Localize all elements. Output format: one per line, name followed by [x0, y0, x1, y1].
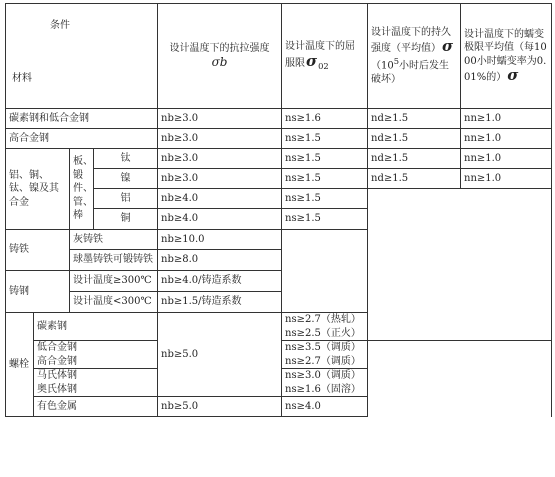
endurance-titanium: nd≥1.5 [368, 149, 461, 169]
label-bolts: 螺栓 [6, 313, 34, 417]
header-creep-text: 设计温度下的蠕变极限平均值（每1000小时蠕变率为0.01%的） [464, 28, 547, 83]
header-yield-text: 设计温度下的屈服限 [285, 41, 355, 69]
tensile-cast-steel-high: nb≥4.0/铸造系数 [158, 271, 282, 292]
label-nonferrous-group: 铝、铜、钛、镍及其合金 [6, 149, 70, 230]
label-bolts-austenitic: 奥氏体钢 [37, 383, 77, 395]
row-titanium [6, 149, 552, 169]
yield-bolts-normalized: ns≥2.5（正火） [285, 327, 361, 339]
label-bolts-low-alloy: 低合金钢 [37, 342, 77, 353]
label-copper: 铜 [94, 209, 158, 230]
row-carbon-steel [6, 109, 552, 129]
yield-high-alloy: ns≥1.5 [282, 129, 368, 149]
tensile-nodular-iron: nb≥8.0 [158, 250, 282, 271]
label-nonferrous-forms: 板、锻件、管、棒 [70, 149, 94, 230]
label-cast-iron: 铸铁 [6, 230, 70, 271]
row-high-alloy [6, 129, 552, 149]
header-tensile [158, 4, 282, 109]
endurance-exponent: 5 [393, 55, 400, 66]
empty-block-right [368, 189, 552, 341]
label-nickel: 镍 [94, 169, 158, 189]
endurance-symbol: σ [442, 37, 454, 56]
yield-symbol: σ [306, 51, 318, 70]
label-cast-steel-low: 设计温度<300℃ [70, 292, 158, 313]
label-bolts-alloy [34, 341, 158, 369]
yield-subscript: 02 [318, 60, 329, 71]
yield-bolts-alloy [282, 341, 368, 369]
yield-aluminum: ns≥1.5 [282, 189, 368, 209]
corner-label-materials: 材料 [12, 73, 32, 84]
tensile-cast-steel-low: nb≥1.5/铸造系数 [158, 292, 282, 313]
yield-copper: ns≥1.5 [282, 209, 368, 230]
label-high-alloy: 高合金钢 [6, 129, 158, 149]
header-creep [461, 4, 552, 109]
yield-titanium: ns≥1.5 [282, 149, 368, 169]
creep-nickel: nn≥1.0 [461, 169, 552, 189]
safety-factor-table [5, 3, 552, 417]
tensile-gray-iron: nb≥10.0 [158, 230, 282, 250]
creep-high-alloy: nn≥1.0 [461, 129, 552, 149]
yield-bolts-hot-rolled: ns≥2.7（热轧） [285, 314, 361, 325]
tensile-titanium: nb≥3.0 [158, 149, 282, 169]
yield-bolts-nonferrous: ns≥4.0 [282, 397, 368, 417]
header-row [6, 4, 552, 109]
tensile-aluminum: nb≥4.0 [158, 189, 282, 209]
tensile-nickel: nb≥3.0 [158, 169, 282, 189]
endurance-high-alloy: nd≥1.5 [368, 129, 461, 149]
label-cast-steel: 铸钢 [6, 271, 70, 313]
header-tensile-text: 设计温度下的抗拉强度 [169, 43, 270, 54]
empty-yield-block [282, 230, 368, 313]
label-bolts-nonferrous: 有色金属 [34, 397, 158, 417]
label-bolts-martensitic: 马氏体钢 [37, 370, 77, 381]
tensile-bolts: nb≥5.0 [158, 313, 282, 397]
label-bolts-high-alloy: 高合金钢 [37, 355, 77, 367]
tensile-symbol: σb [211, 54, 228, 69]
creep-symbol: σ [507, 66, 519, 84]
yield-bolts-carbon [282, 313, 368, 341]
creep-titanium: nn≥1.0 [461, 149, 552, 169]
yield-bolts-low-alloy: ns≥3.5（调质） [285, 342, 361, 353]
tensile-copper: nb≥4.0 [158, 209, 282, 230]
header-endurance-text-3: 小时后发生破坏） [371, 60, 450, 85]
header-yield [282, 4, 368, 109]
tensile-high-alloy: nb≥3.0 [158, 129, 282, 149]
label-carbon-steel: 碳素钢和低合金钢 [6, 109, 158, 129]
corner-label-conditions: 条件 [50, 20, 70, 31]
label-gray-iron: 灰铸铁 [70, 230, 158, 250]
header-endurance-text-2: （10 [371, 60, 394, 72]
header-endurance [368, 4, 461, 109]
endurance-nickel: nd≥1.5 [368, 169, 461, 189]
row-bolts-nonferrous [6, 397, 552, 417]
label-cast-steel-high: 设计温度≥300℃ [70, 271, 158, 292]
corner-cell [6, 4, 158, 109]
yield-bolts-austenitic: ns≥1.6（固溶） [285, 383, 361, 395]
yield-nickel: ns≥1.5 [282, 169, 368, 189]
label-titanium: 钛 [94, 149, 158, 169]
yield-bolts-high-alloy: ns≥2.7（调质） [285, 355, 361, 367]
header-endurance-text-1: 设计温度下的持久强度（平均值） [371, 26, 451, 55]
label-bolts-carbon: 碳素钢 [34, 313, 158, 341]
label-nodular-iron: 球墨铸铁可锻铸铁 [70, 250, 158, 271]
label-bolts-stainless [34, 369, 158, 397]
tensile-carbon-steel: nb≥3.0 [158, 109, 282, 129]
yield-bolts-martensitic: ns≥3.0（调质） [285, 370, 361, 381]
endurance-carbon-steel: nd≥1.5 [368, 109, 461, 129]
yield-carbon-steel: ns≥1.6 [282, 109, 368, 129]
tensile-bolts-nonferrous: nb≥5.0 [158, 397, 282, 417]
yield-bolts-stainless [282, 369, 368, 397]
creep-carbon-steel: nn≥1.0 [461, 109, 552, 129]
label-aluminum: 铝 [94, 189, 158, 209]
